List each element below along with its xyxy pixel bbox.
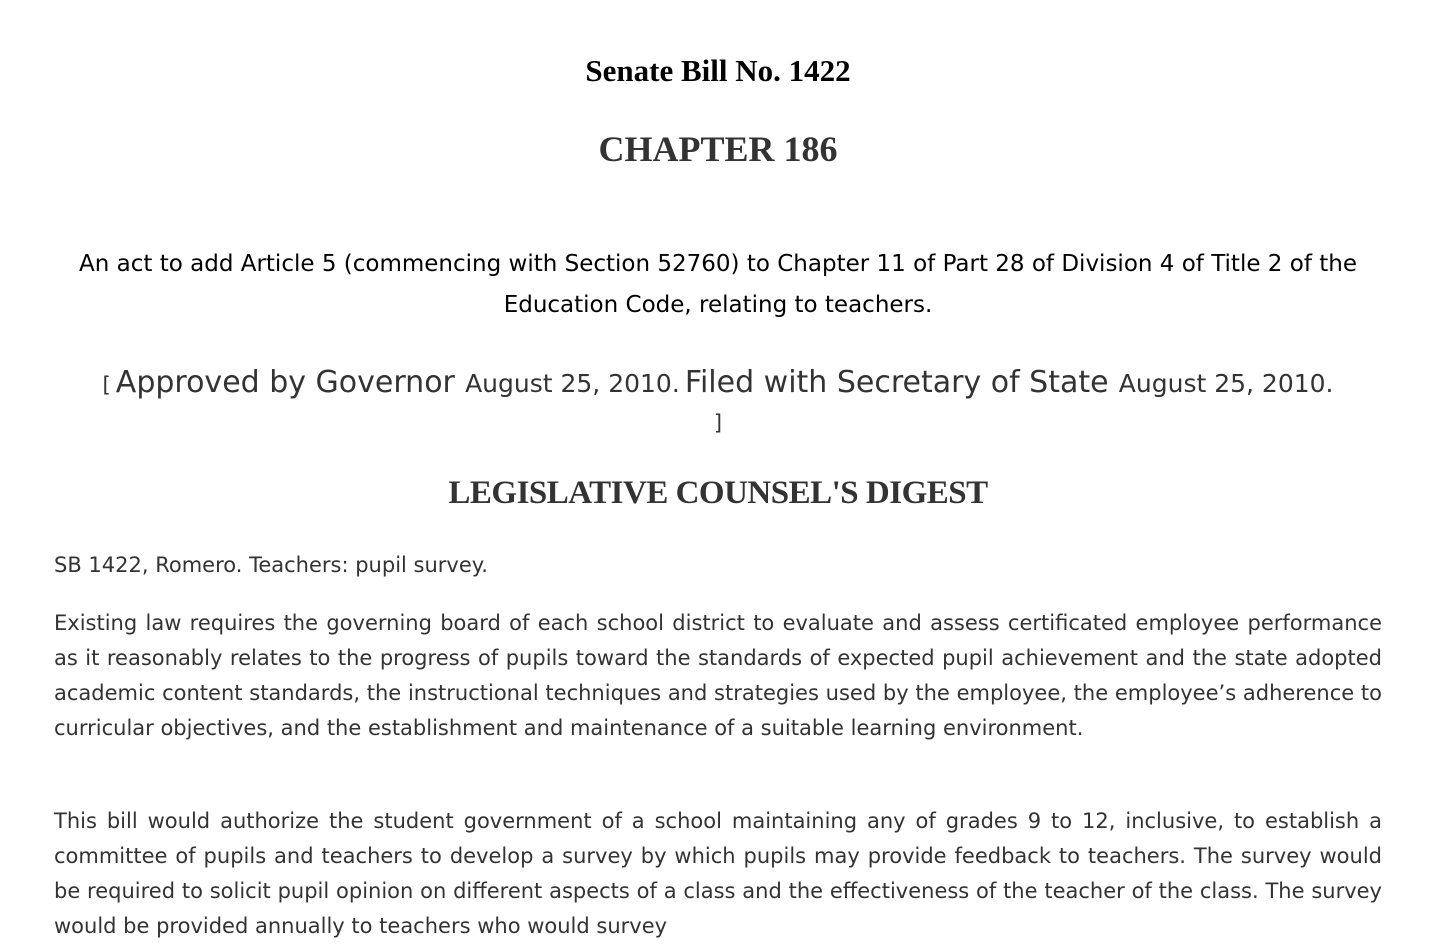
- digest-paragraph-existing-law: Existing law requires the governing board of each school district to evaluate and assess certificated employee performance as it reasonably relates to the progress of pupils toward the standards of expected pupil achievement and the state adopted academic content standards, the instructional techniques and strategies used by the employee, the employee’s adherence to curricular objectives, and the establishment and maintenance of a suitable learning environment.: [54, 611, 1382, 740]
- digest-heading: LEGISLATIVE COUNSEL'S DIGEST: [448, 475, 988, 511]
- approved-date: August 25, 2010.: [465, 369, 680, 398]
- filed-label: Filed with Secretary of State: [684, 365, 1109, 400]
- approval-line: [54, 360, 1382, 410]
- bill-title: Senate Bill No. 1422: [585, 53, 851, 88]
- filed-date: August 25, 2010.: [1118, 369, 1334, 398]
- chapter-heading: CHAPTER 186: [598, 129, 838, 169]
- act-description: An act to add Article 5 (commencing with Section 52760) to Chapter 11 of Part 28 of Division 4 of Title 2 of the Education Code, relating to teachers.: [79, 251, 1357, 318]
- bill-summary-line: SB 1422, Romero. Teachers: pupil survey.: [54, 553, 488, 577]
- approval-close-bracket: ]: [713, 411, 723, 435]
- approved-label: Approved by Governor: [115, 365, 455, 400]
- digest-paragraph-this-bill: This bill would authorize the student government of a school maintaining any of grades 9 to 12, inclusive, to establish a committee of pupils and teachers to develop a survey by which pupils may provide feedback to teachers. The survey would be required to solicit pupil opinion on different aspects of a class and the effectiveness of the teacher of the class. The survey would be provided annually to teachers who would survey: [54, 809, 1382, 938]
- approval-open-bracket: [: [102, 373, 111, 397]
